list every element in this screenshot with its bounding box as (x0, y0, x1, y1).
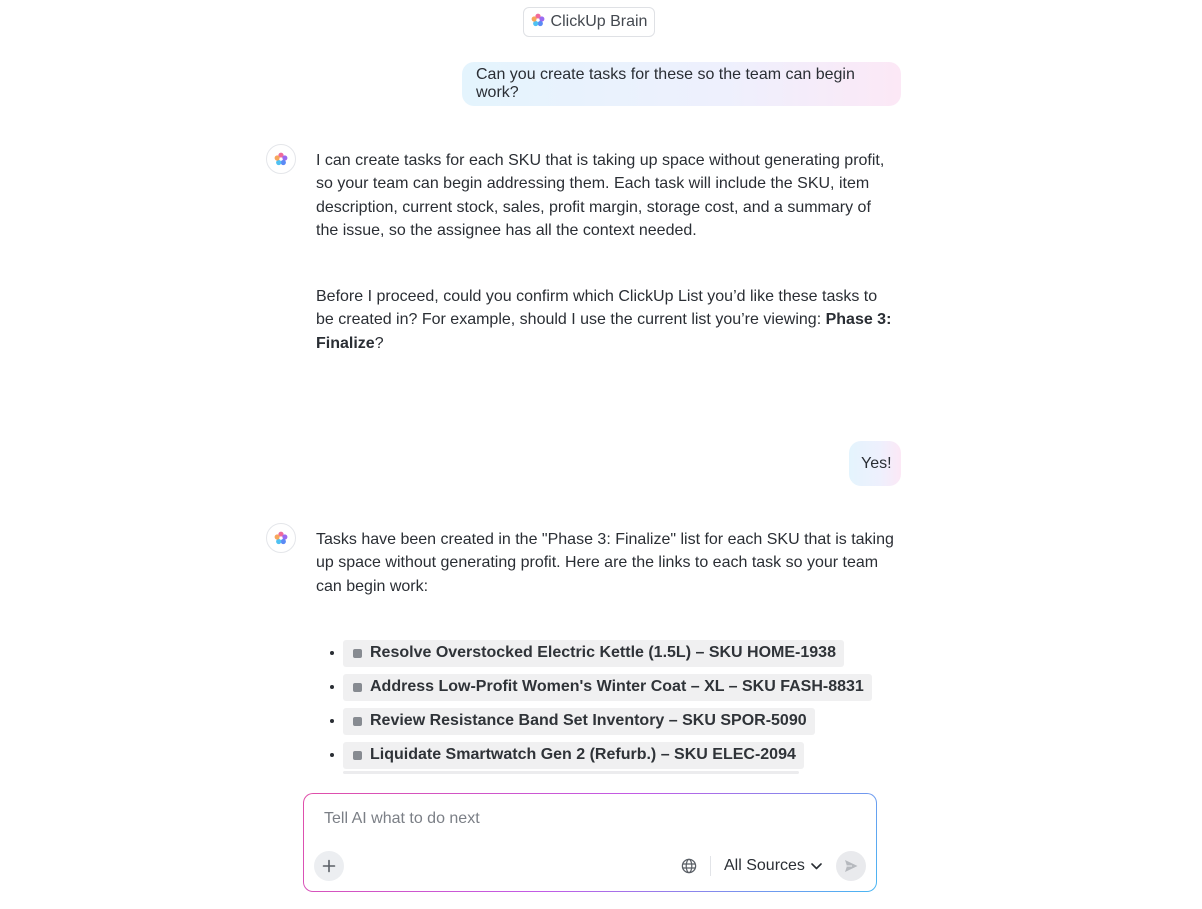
assistant-paragraph (316, 285, 894, 355)
toolbar-divider (710, 856, 711, 876)
clickup-brain-logo-icon (274, 152, 288, 166)
plus-icon (322, 859, 336, 873)
user-message-bubble (849, 441, 901, 486)
task-link-label: Review Resistance Band Set Inventory – SKU SPOR-5090 (370, 712, 807, 729)
scroll-cutoff-task-chip (343, 771, 799, 774)
task-link-list (330, 636, 872, 772)
header-title: ClickUp Brain (550, 13, 648, 30)
assistant-paragraph: I can create tasks for each SKU that is taking up space without generating profit, so your team can begin addressing them. Each task will include the SKU, item description, current stock, sales, profit margin, storage cost, and a summary of the issue, so the assignee has all the context needed. (316, 152, 885, 240)
task-icon (353, 717, 362, 726)
list-item (330, 704, 872, 738)
assistant-avatar (266, 144, 296, 174)
task-link-label: Resolve Overstocked Electric Kettle (1.5L) – SKU HOME-1938 (370, 644, 836, 661)
assistant-avatar (266, 523, 296, 553)
assistant-message (316, 285, 894, 355)
assistant-message (316, 149, 894, 243)
task-icon (353, 649, 362, 658)
task-link[interactable] (343, 742, 804, 769)
bullet-dot (330, 651, 334, 655)
assistant-text: ? (374, 334, 384, 352)
task-icon (353, 683, 362, 692)
send-icon (843, 858, 859, 874)
send-button[interactable] (836, 851, 866, 881)
clickup-brain-header[interactable] (523, 7, 655, 37)
task-link[interactable] (343, 708, 815, 735)
prompt-input[interactable] (324, 810, 844, 828)
bullet-dot (330, 719, 334, 723)
globe-icon (681, 858, 697, 874)
bullet-dot (330, 753, 334, 757)
user-message-bubble (462, 62, 901, 106)
user-message-text: Yes! (861, 454, 892, 472)
assistant-message (316, 528, 894, 598)
task-link[interactable] (343, 674, 872, 701)
composer-body (304, 794, 876, 891)
chevron-down-icon (811, 863, 822, 870)
assistant-text: Before I proceed, could you confirm which ClickUp List you’d like these tasks to be created in? For example, should I use the current list you’re viewing: (316, 288, 878, 329)
list-item (330, 738, 872, 772)
task-link[interactable] (343, 640, 844, 667)
task-link-label: Address Low-Profit Women's Winter Coat – XL – SKU FASH-8831 (370, 678, 864, 695)
sources-label: All Sources (724, 857, 805, 874)
bullet-dot (330, 685, 334, 689)
web-search-button[interactable] (680, 857, 698, 875)
ai-composer (303, 793, 877, 892)
task-link-label: Liquidate Smartwatch Gen 2 (Refurb.) – SKU ELEC-2094 (370, 746, 796, 763)
user-message-text: Can you create tasks for these so the team can begin work? (476, 66, 855, 101)
add-attachment-button[interactable] (314, 851, 344, 881)
assistant-paragraph: Tasks have been created in the "Phase 3: Finalize" list for each SKU that is taking up space without generating profit. Here are the links to each task so your team can begin work: (316, 531, 894, 595)
list-name-bold: Phase 3: Finalize (316, 311, 892, 352)
clickup-brain-logo-icon (274, 531, 288, 545)
all-sources-dropdown[interactable] (724, 855, 822, 877)
list-item (330, 636, 872, 670)
task-icon (353, 751, 362, 760)
clickup-brain-logo-icon (531, 13, 545, 32)
list-item (330, 670, 872, 704)
